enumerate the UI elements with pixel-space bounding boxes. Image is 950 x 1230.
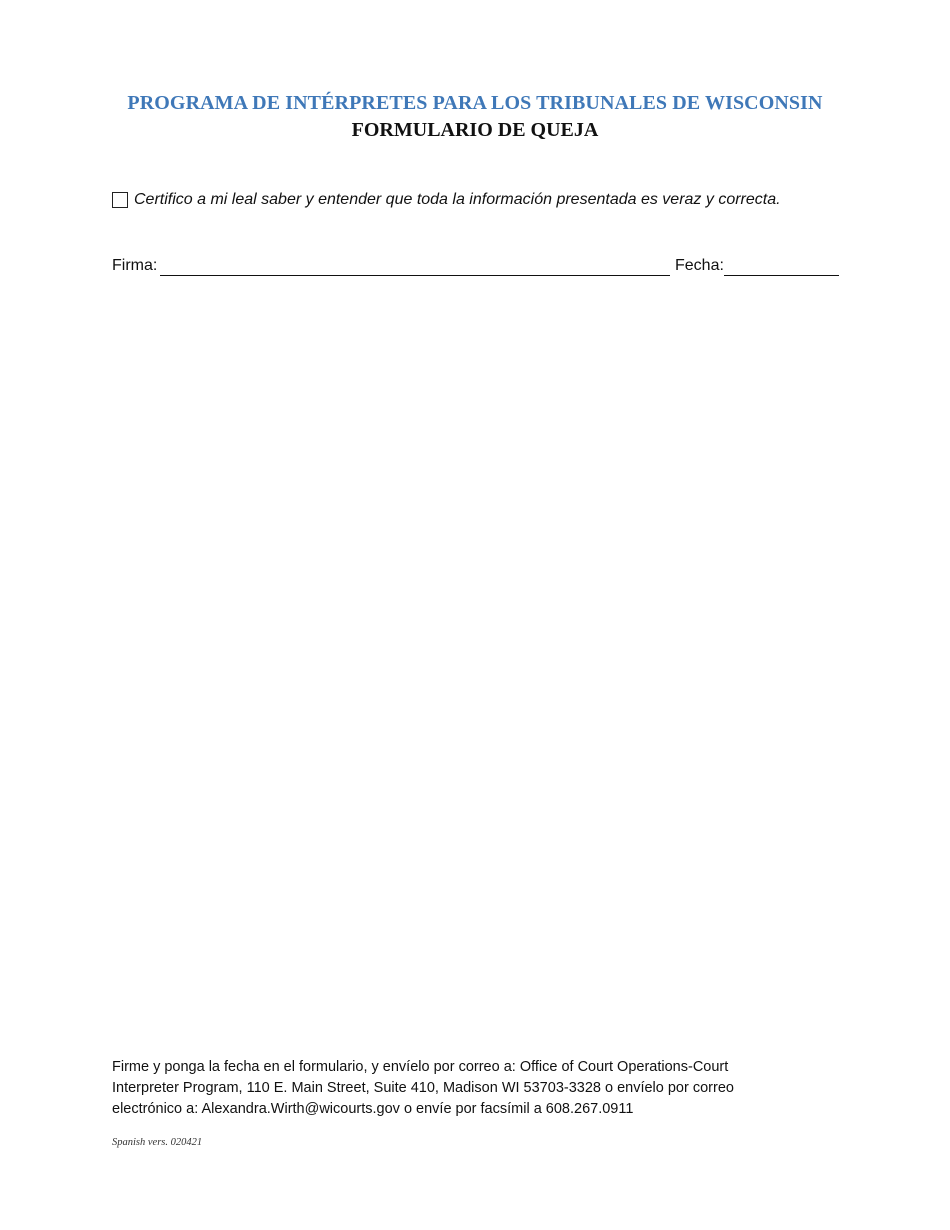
certification-text: Certifico a mi leal saber y entender que toda la información presentada es veraz y correcta. <box>134 191 781 208</box>
signature-row <box>112 257 840 281</box>
footer-instructions <box>112 1057 812 1120</box>
date-field[interactable] <box>724 275 839 276</box>
footer-line: Interpreter Program, 110 E. Main Street, Suite 410, Madison WI 53703-3328 o envíelo por correo <box>112 1080 734 1096</box>
signature-field[interactable] <box>160 275 670 276</box>
certification-checkbox[interactable] <box>112 192 128 208</box>
footer-line: electrónico a: Alexandra.Wirth@wicourts.gov o envíe por facsímil a 608.267.0911 <box>112 1101 634 1117</box>
program-title: PROGRAMA DE INTÉRPRETES PARA LOS TRIBUNALES DE WISCONSIN <box>127 92 823 114</box>
certification-row <box>112 188 852 212</box>
version-label: Spanish vers. 020421 <box>112 1137 203 1148</box>
signature-label: Firma: <box>112 257 158 274</box>
date-label: Fecha: <box>675 257 724 274</box>
footer-line: Firme y ponga la fecha en el formulario, y envíelo por correo a: Office of Court Operations-Court <box>112 1059 729 1075</box>
form-title: FORMULARIO DE QUEJA <box>351 119 599 141</box>
